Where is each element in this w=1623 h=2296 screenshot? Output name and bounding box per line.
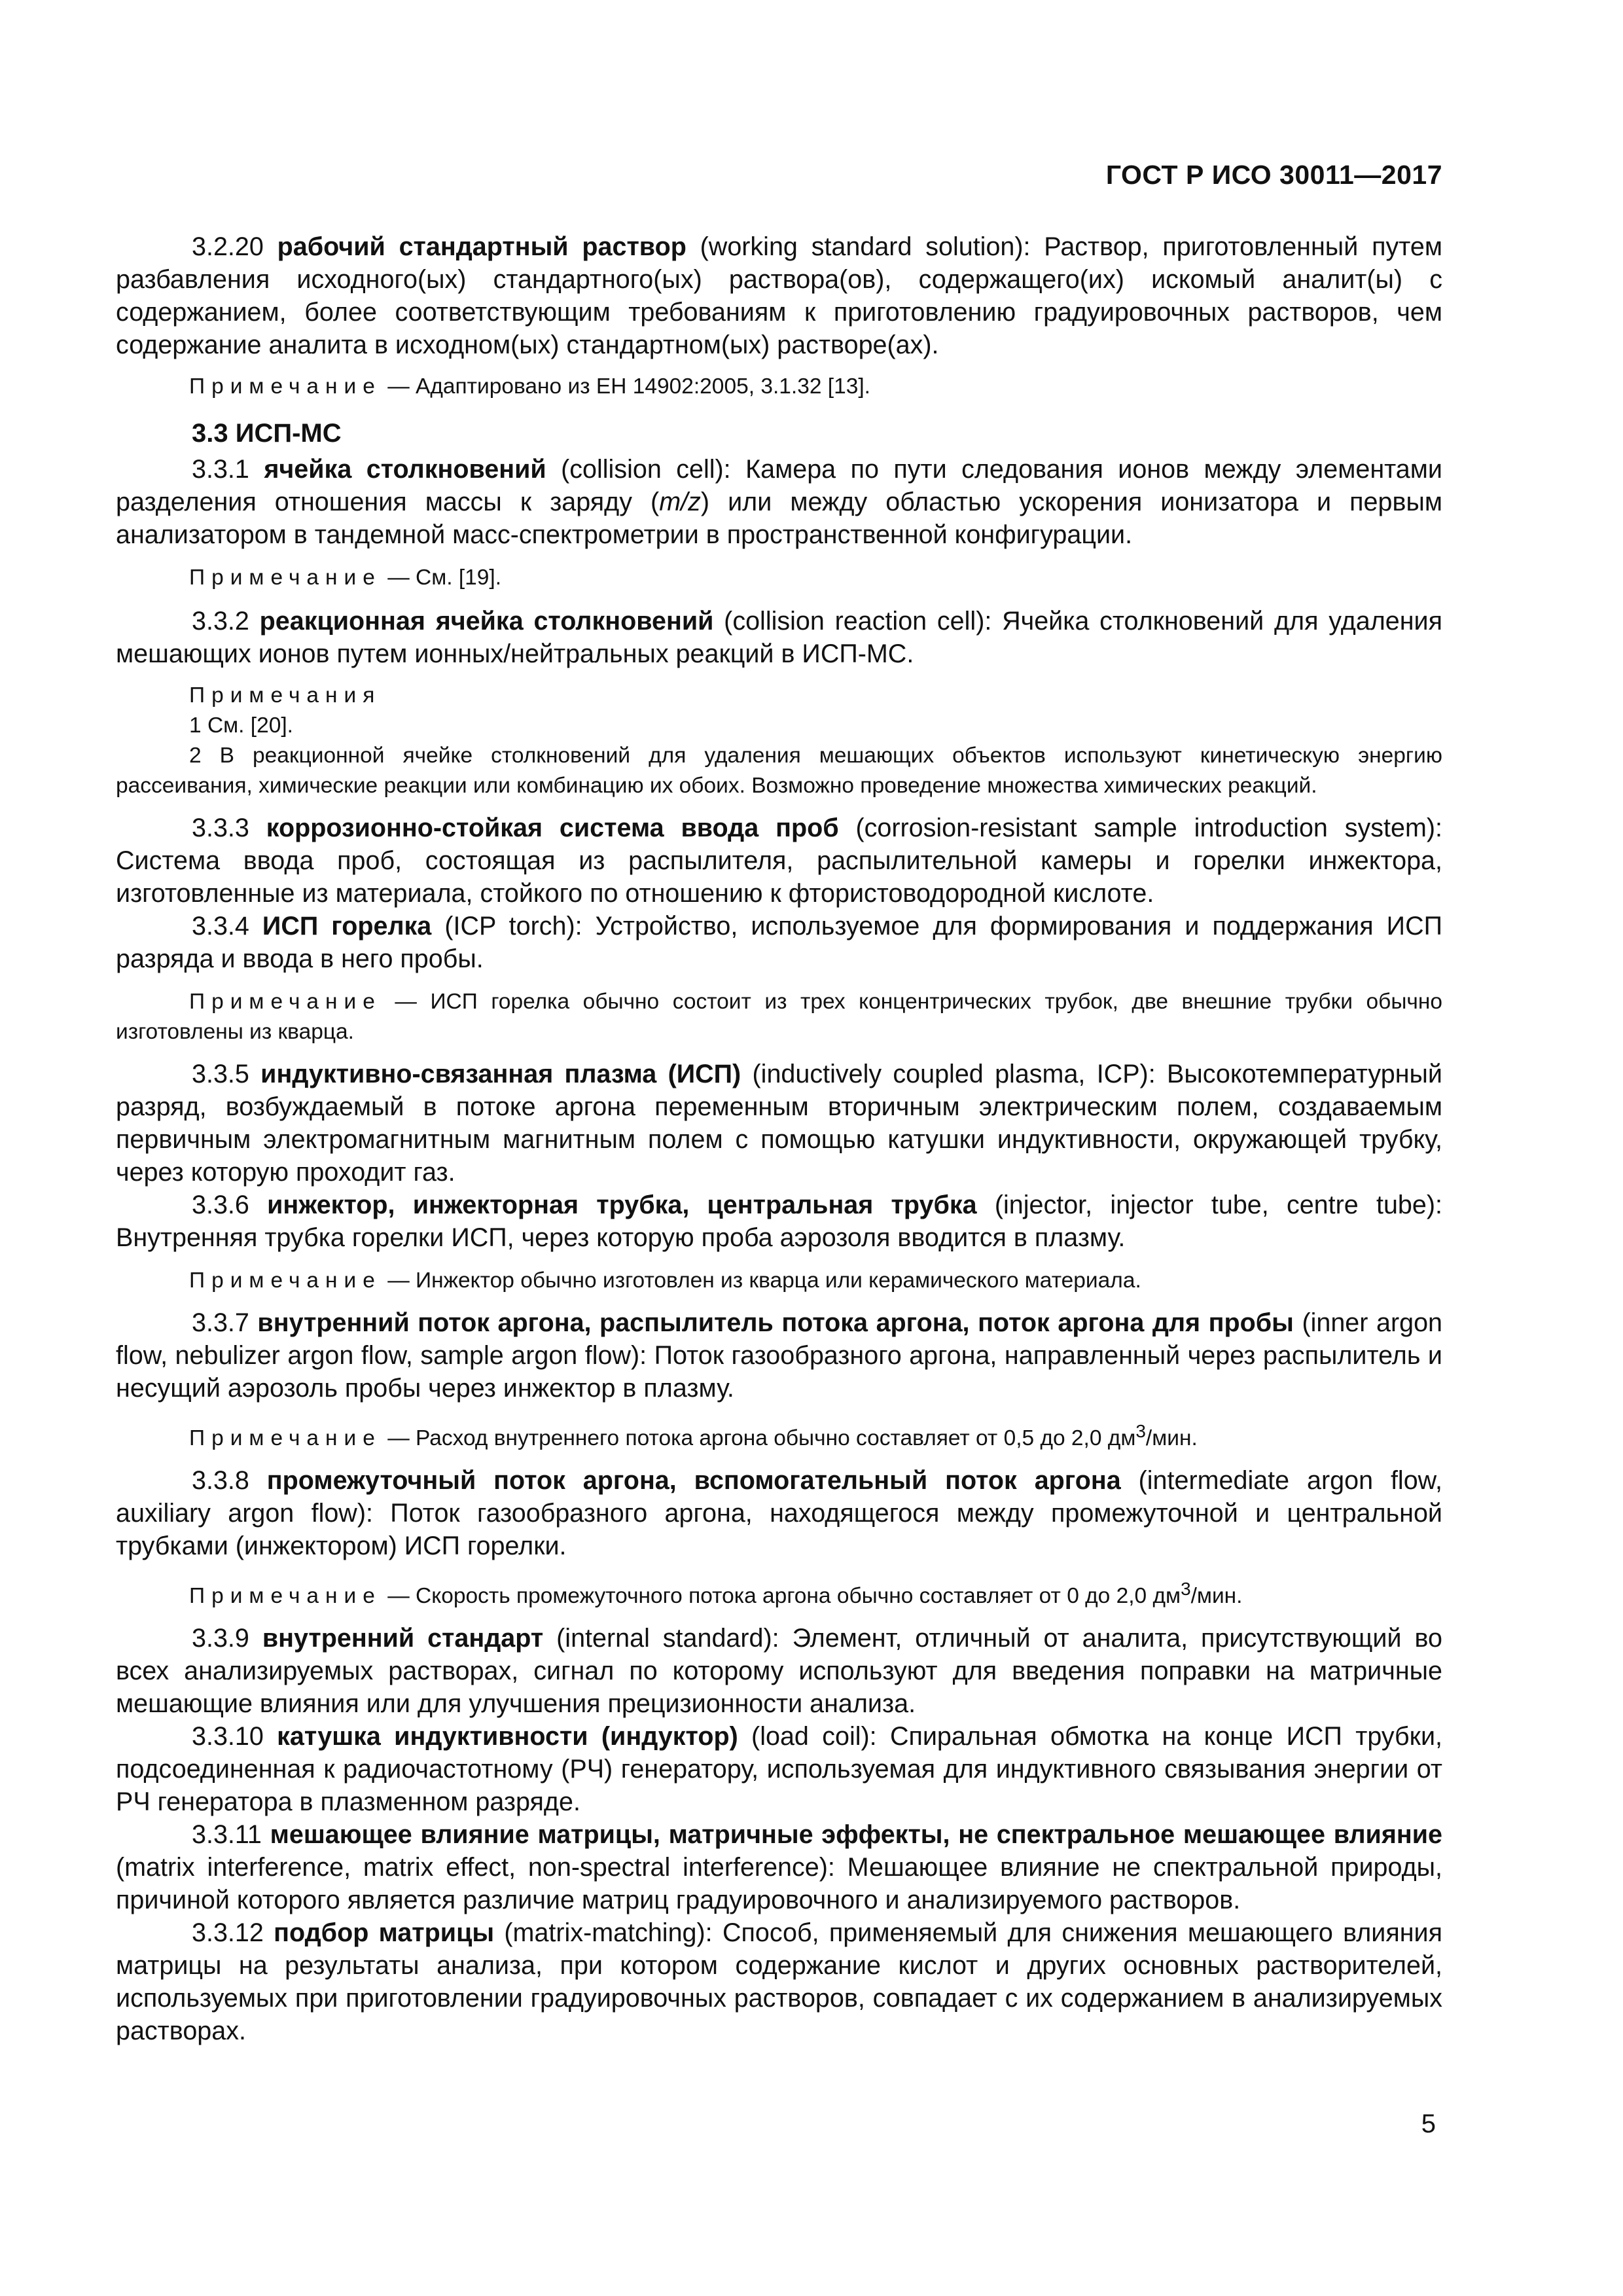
term-number: 3.3.2 — [192, 607, 249, 636]
term-entry-3-3-6 — [116, 1189, 1442, 1254]
note-text-cont: /мин. — [1190, 1584, 1243, 1609]
term-number: 3.3.7 — [192, 1308, 249, 1337]
term-number: 3.3.1 — [192, 455, 249, 484]
note-label: Примечание — [189, 374, 382, 399]
note — [116, 987, 1442, 1047]
note-text-cont: /мин. — [1145, 1426, 1198, 1451]
term-number: 3.2.20 — [192, 232, 264, 261]
term-name: подбор матрицы — [274, 1918, 495, 1948]
note-label: Примечание — [189, 990, 382, 1014]
term-number: 3.3.8 — [192, 1466, 249, 1496]
term-entry-3-3-12 — [116, 1916, 1442, 2047]
term-name: ячейка столкновений — [264, 455, 546, 484]
note-superscript: 3 — [1135, 1421, 1146, 1441]
term-definition: (ICP torch): Устройство, используемое для формирования и поддержания ИСП разряда и ввода в него пробы. — [116, 912, 1442, 973]
term-definition: (inductively coupled plasma, ICP): Высокотемпературный разряд, возбуждаемый в потоке аргона переменным вторичным электрическим полем, создаваемым первичным электромагнитным магнитным полем с помощью катушки индуктивности, окружающей трубку, через которую проходит газ. — [116, 1060, 1442, 1187]
term-name: катушка индуктивности (индуктор) — [277, 1722, 738, 1751]
note-superscript: 3 — [1181, 1579, 1191, 1600]
term-entry-3-3-2 — [116, 605, 1442, 670]
note-text: — ИСП горелка обычно состоит из трех концентрических трубок, две внешние трубки обычно изготовлены из кварца. — [116, 990, 1442, 1044]
term-definition: (collision reaction cell): Ячейка столкновений для удаления мешающих ионов путем ионных/нейтральных реакций в ИСП-МС. — [116, 607, 1442, 668]
term-number: 3.3.11 — [192, 1820, 262, 1850]
term-definition: (load coil): Спиральная обмотка на конце ИСП трубки, подсоединенная к радиочастотному (РЧ) генератору, используемая для индуктивного связывания энергии от РЧ генератора в плазменном разряде. — [116, 1722, 1442, 1817]
term-number: 3.3.5 — [192, 1060, 249, 1088]
note-text: — Инжектор обычно изготовлен из кварца или керамического материала. — [381, 1268, 1141, 1293]
document-header-title: ГОСТ Р ИСО 30011—2017 — [1105, 160, 1442, 190]
term-number: 3.3.9 — [192, 1624, 249, 1653]
term-definition-italic: m/z — [659, 488, 701, 516]
term-name: мешающее влияние матрицы, матричные эффекты, не спектральное мешающее влияние — [270, 1820, 1442, 1850]
term-number: 3.3.6 — [192, 1191, 249, 1219]
note — [116, 372, 1442, 402]
term-definition: (inner argon flow, nebulizer argon flow, sample argon flow): Поток газообразного аргона, направленный через распылитель и несущий аэрозоль пробы через инжектор в плазму. — [116, 1308, 1443, 1403]
term-entry-3-3-11 — [116, 1818, 1442, 1916]
term-name: ИСП горелка — [262, 912, 432, 941]
term-entry-3-3-1 — [116, 453, 1442, 551]
document-body — [116, 230, 1442, 2047]
term-number: 3.3.10 — [192, 1722, 264, 1751]
note-label: Примечание — [189, 1426, 382, 1451]
term-number: 3.3.4 — [192, 912, 249, 941]
term-entry-3-3-3 — [116, 812, 1442, 910]
term-name: инжектор, инжекторная трубка, центральная трубка — [267, 1191, 977, 1219]
section-heading: 3.3 ИСП-МС — [192, 419, 342, 448]
term-definition: (matrix interference, matrix effect, non-spectral interference): Мешающее влияние не спектральной природы, причиной которого является различие матриц градуировочного и анализируемого растворов. — [116, 1853, 1442, 1915]
notes-label: Примечания — [189, 683, 382, 708]
term-name: внутренний поток аргона, распылитель потока аргона, поток аргона для пробы — [257, 1308, 1294, 1337]
note-text: — См. [19]. — [381, 565, 502, 590]
term-definition: (internal standard): Элемент, отличный от аналита, присутствующий во всех анализируемых растворах, сигнал по которому используют для введения поправки на матричные мешающие влияния или для улучшения прецизионности анализа. — [116, 1624, 1442, 1719]
note-label: Примечание — [189, 1268, 382, 1293]
term-name: коррозионно-стойкая система ввода проб — [266, 814, 839, 842]
term-entry-3-3-5 — [116, 1058, 1442, 1189]
note-item-2: 2 В реакционной ячейке столкновений для удаления мешающих объектов используют кинетическую энергию рассеивания, химические реакции или комбинацию их обоих. Возможно проведение множества химических реакций. — [116, 744, 1442, 798]
term-name: промежуточный поток аргона, вспомогательный поток аргона — [266, 1466, 1121, 1496]
term-name: внутренний стандарт — [262, 1624, 544, 1653]
term-entry-3-3-8 — [116, 1464, 1442, 1562]
note — [116, 563, 1442, 593]
term-number: 3.3.3 — [192, 814, 249, 842]
term-entry-3-3-9 — [116, 1622, 1442, 1720]
term-name: реакционная ячейка столкновений — [259, 607, 714, 636]
note-label: Примечание — [189, 565, 382, 590]
note — [116, 1574, 1442, 1611]
term-entry-3-3-4 — [116, 910, 1442, 975]
note — [116, 1416, 1442, 1454]
term-definition: (collision cell): Камера по пути следования ионов между элементами разделения отношения массы к заряду ( — [116, 455, 1442, 516]
term-name: индуктивно-связанная плазма (ИСП) — [260, 1060, 741, 1088]
term-number: 3.3.12 — [192, 1918, 264, 1948]
term-definition: (corrosion-resistant sample introduction system): Система ввода проб, состоящая из распылителя, распылительной камеры и горелки инжектора, изготовленные из материала, стойкого по отношению к фтористоводородной кислоте. — [116, 814, 1442, 908]
term-definition: (working standard solution): Раствор, приготовленный путем разбавления исходного(ых) стандартного(ых) раствора(ов), содержащего(их) искомый аналит(ы) с содержанием, более соответствующим требованиям к приготовлению градуировочных растворов, чем содержание аналита в исходном(ых) стандартном(ых) растворе(ах). — [116, 232, 1442, 359]
term-entry-3-3-7 — [116, 1306, 1442, 1405]
term-definition: (intermediate argon flow, auxiliary argon flow): Поток газообразного аргона, находящегося между промежуточной и центральной трубками (инжектором) ИСП горелки. — [116, 1466, 1442, 1561]
note-text: — Скорость промежуточного потока аргона обычно составляет от 0 до 2,0 дм — [381, 1584, 1181, 1609]
term-name: рабочий стандартный раствор — [277, 232, 687, 261]
term-definition: (matrix-matching): Способ, применяемый для снижения мешающего влияния матрицы на результаты анализа, при котором содержание кислот и других основных растворителей, используемых при приготовлении градуировочных растворов, совпадает с их содержанием в анализируемых растворах. — [116, 1918, 1443, 2046]
term-entry-3-3-10 — [116, 1720, 1442, 1818]
term-definition: (injector, injector tube, centre tube): Внутренняя трубка горелки ИСП, через которую проба аэрозоля вводится в плазму. — [116, 1191, 1442, 1252]
note — [116, 1266, 1442, 1296]
notes-group — [116, 681, 1442, 801]
page-number: 5 — [1421, 2109, 1436, 2138]
note-label: Примечание — [189, 1584, 382, 1609]
term-entry-3-2-20 — [116, 230, 1442, 361]
term-definition-cont: ) или между областью ускорения ионизатора и первым анализатором в тандемной масс-спектрометрии в пространственной конфигурации. — [116, 488, 1443, 549]
note-text: — Расход внутреннего потока аргона обычно составляет от 0,5 до 2,0 дм — [381, 1426, 1136, 1451]
note-text: — Адаптировано из ЕН 14902:2005, 3.1.32 [13]. — [381, 374, 870, 399]
note-item-1: 1 См. [20]. — [189, 713, 293, 738]
